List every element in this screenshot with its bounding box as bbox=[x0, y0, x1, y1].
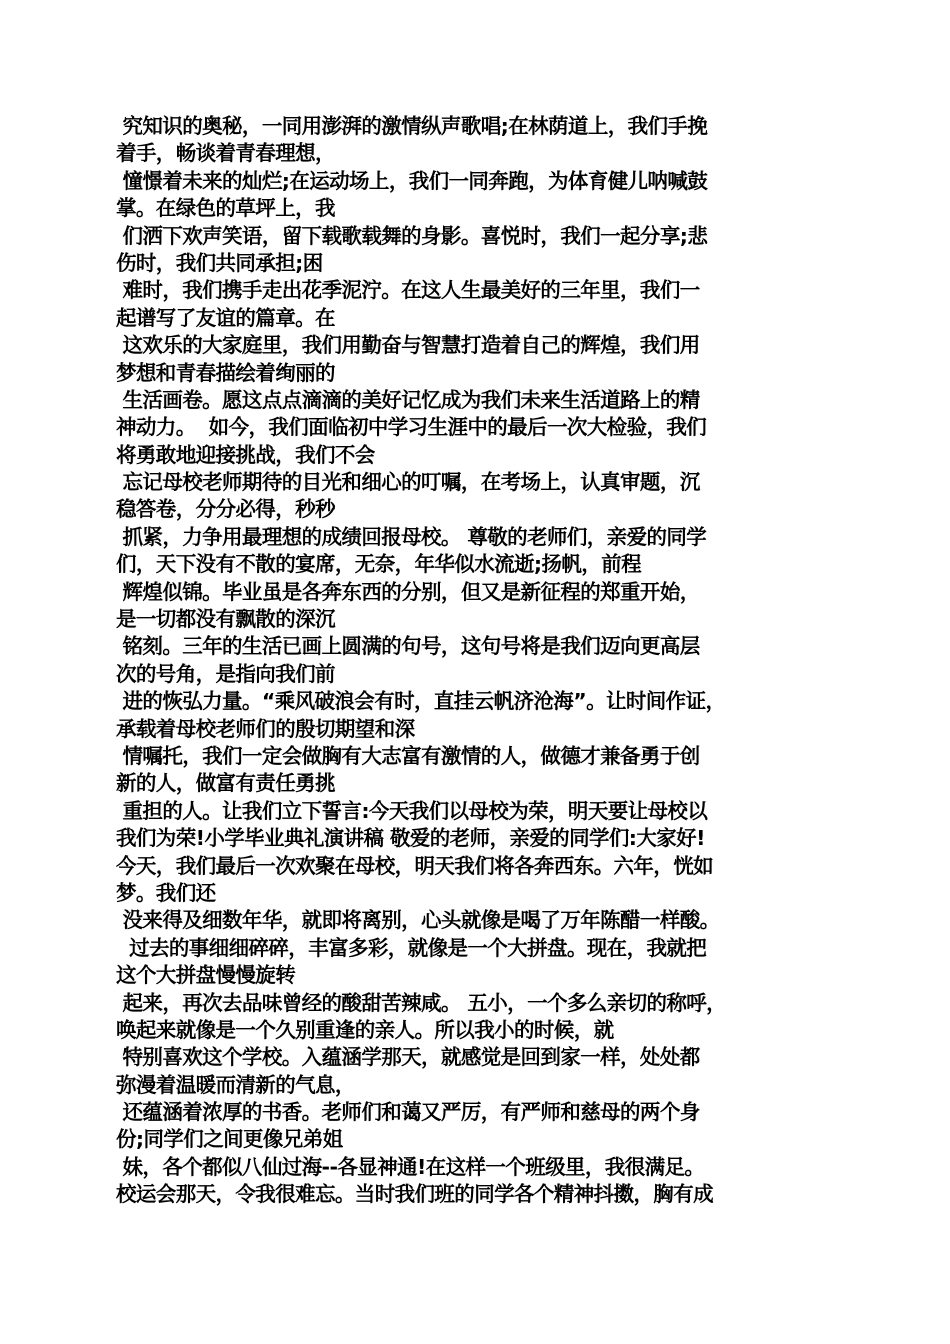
text-line: 份;同学们之间更像兄弟姐 bbox=[116, 1127, 343, 1152]
text-line: 着手，畅谈着青春理想， bbox=[116, 141, 335, 166]
text-line: 还蕴涵着浓厚的书香。老师们和蔼又严厉，有严师和慈母的两个身 bbox=[116, 1100, 700, 1125]
document-body bbox=[116, 113, 838, 1209]
text-line: 次的号角，是指向我们前 bbox=[116, 661, 335, 686]
text-line: 今天，我们最后一次欢聚在母校，明天我们将各奔西东。六年，恍如 bbox=[116, 853, 713, 878]
text-line: 憧憬着未来的灿烂;在运动场上，我们一同奔跑，为体育健儿呐喊鼓 bbox=[116, 168, 708, 193]
text-line: 妹，各个都似八仙过海--各显神通!在这样一个班级里，我很满足。 bbox=[116, 1154, 705, 1179]
text-line: 掌。在绿色的草坪上，我 bbox=[116, 196, 335, 221]
text-line: 生活画卷。愿这点点滴滴的美好记忆成为我们未来生活道路上的精 bbox=[116, 387, 700, 412]
text-line: 铭刻。三年的生活已画上圆满的句号，这句号将是我们迈向更高层 bbox=[116, 634, 700, 659]
text-line: 承载着母校老师们的殷切期望和深 bbox=[116, 716, 415, 741]
text-line: 们洒下欢声笑语，留下载歌载舞的身影。喜悦时，我们一起分享;悲 bbox=[116, 223, 708, 248]
text-line: 辉煌似锦。毕业虽是各奔东西的分别，但又是新征程的郑重开始， bbox=[116, 579, 700, 604]
text-line: 弥漫着温暖而清新的气息， bbox=[116, 1072, 355, 1097]
text-line: 起谱写了友谊的篇章。在 bbox=[116, 305, 335, 330]
text-line: 究知识的奥秘，一同用澎湃的激情纵声歌唱;在林荫道上，我们手挽 bbox=[116, 114, 708, 138]
text-line: 梦。我们还 bbox=[116, 880, 216, 905]
text-line: 梦想和青春描绘着绚丽的 bbox=[116, 360, 335, 385]
text-line: 我们为荣!小学毕业典礼演讲稿 敬爱的老师，亲爱的同学们:大家好! bbox=[116, 826, 705, 851]
text-line: 神动力。 如今，我们面临初中学习生涯中的最后一次大检验，我们 bbox=[116, 415, 707, 440]
text-line: 抓紧，力争用最理想的成绩回报母校。 尊敬的老师们，亲爱的同学 bbox=[116, 524, 707, 549]
text-line: 将勇敢地迎接挑战，我们不会 bbox=[116, 442, 375, 467]
text-line: 进的恢弘力量。“乘风破浪会有时，直挂云帆济沧海”。让时间作证， bbox=[116, 689, 726, 714]
text-line: 没来得及细数年华，就即将离别，心头就像是喝了万年陈醋一样酸。 bbox=[116, 908, 720, 933]
text-line: 情嘱托，我们一定会做胸有大志富有激情的人，做德才兼备勇于创 bbox=[116, 743, 700, 768]
text-line: 重担的人。让我们立下誓言:今天我们以母校为荣，明天要让母校以 bbox=[116, 798, 708, 823]
text-line: 难时，我们携手走出花季泥泞。在这人生最美好的三年里，我们一 bbox=[116, 278, 700, 303]
text-line: 这个大拼盘慢慢旋转 bbox=[116, 963, 296, 988]
text-line: 这欢乐的大家庭里，我们用勤奋与智慧打造着自己的辉煌，我们用 bbox=[116, 333, 700, 358]
text-line: 起来，再次去品味曾经的酸甜苦辣咸。 五小，一个多么亲切的称呼， bbox=[116, 990, 727, 1015]
text-line: 过去的事细细碎碎，丰富多彩，就像是一个大拼盘。现在，我就把 bbox=[116, 935, 707, 960]
text-line: 稳答卷，分分必得，秒秒 bbox=[116, 497, 335, 522]
text-line: 新的人，做富有责任勇挑 bbox=[116, 771, 335, 796]
text-line: 们，天下没有不散的宴席，无奈，年华似水流逝;扬帆，前程 bbox=[116, 552, 641, 577]
text-line: 校运会那天，令我很难忘。当时我们班的同学各个精神抖擞，胸有成 bbox=[116, 1182, 713, 1207]
text-line: 唤起来就像是一个久别重逢的亲人。所以我小的时候，就 bbox=[116, 1017, 614, 1042]
text-line: 忘记母校老师期待的目光和细心的叮嘱，在考场上，认真审题，沉 bbox=[116, 470, 700, 495]
text-line: 是一切都没有飘散的深沉 bbox=[116, 607, 335, 632]
text-line: 伤时，我们共同承担;困 bbox=[116, 250, 323, 275]
text-line: 特别喜欢这个学校。入蕴涵学那天，就感觉是回到家一样，处处都 bbox=[116, 1045, 700, 1070]
